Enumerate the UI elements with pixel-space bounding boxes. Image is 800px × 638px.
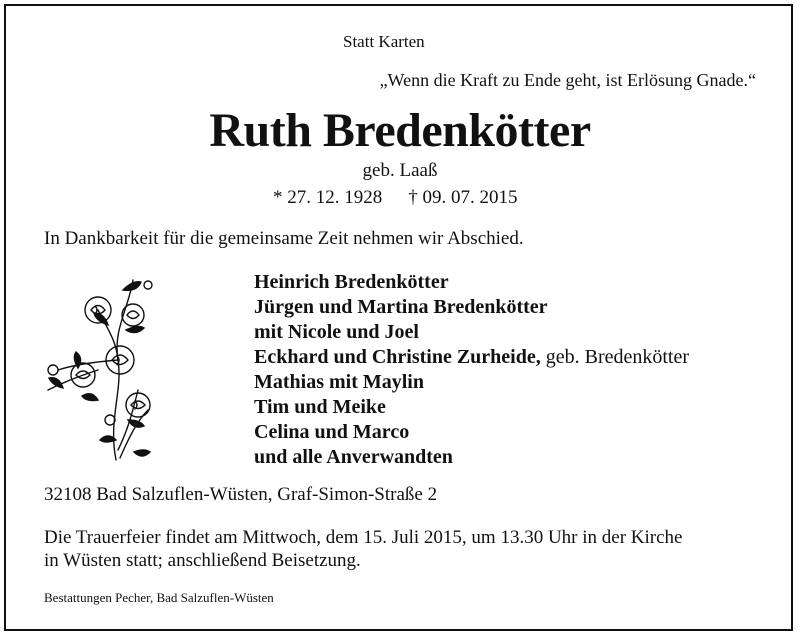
thanks-line: In Dankbarkeit für die gemeinsame Zeit nehmen wir Abschied. bbox=[44, 228, 524, 249]
mourner-line: Celina und Marco bbox=[254, 421, 410, 443]
deceased-name: Ruth Bredenkötter bbox=[209, 104, 591, 157]
service-line-1: Die Trauerfeier findet am Mittwoch, dem 15. Juli 2015, um 13.30 Uhr in der Kirche bbox=[44, 527, 683, 548]
mourner-birth-name: geb. Bredenkötter bbox=[540, 346, 690, 368]
service-line-2: in Wüsten statt; anschließend Beisetzung. bbox=[44, 550, 361, 571]
mourner-names: Eckhard und Christine Zurheide, bbox=[254, 346, 541, 368]
birth-name: geb. Laaß bbox=[362, 160, 438, 181]
life-dates bbox=[273, 187, 518, 209]
mourner-line: Heinrich Bredenkötter bbox=[254, 271, 449, 293]
mourners-list bbox=[254, 270, 689, 470]
mourner-line: Tim und Meike bbox=[254, 396, 386, 418]
death-date: † 09. 07. 2015 bbox=[408, 187, 518, 208]
service-info bbox=[44, 526, 774, 572]
address: 32108 Bad Salzuflen-Wüsten, Graf-Simon-Straße 2 bbox=[44, 484, 438, 505]
mourner-line: Mathias mit Maylin bbox=[254, 371, 424, 393]
birth-date: * 27. 12. 1928 bbox=[273, 187, 383, 208]
statt-karten: Statt Karten bbox=[343, 32, 425, 51]
mourner-line: Jürgen und Martina Bredenkötter bbox=[254, 296, 548, 318]
mourner-line: und alle Anverwandten bbox=[254, 446, 453, 468]
funeral-home: Bestattungen Pecher, Bad Salzuflen-Wüsten bbox=[44, 590, 274, 605]
mourner-line: mit Nicole und Joel bbox=[254, 321, 419, 343]
roses-illustration bbox=[38, 270, 168, 465]
quote: „Wenn die Kraft zu Ende geht, ist Erlösung Gnade.“ bbox=[379, 70, 756, 90]
mourner-line bbox=[254, 345, 689, 370]
